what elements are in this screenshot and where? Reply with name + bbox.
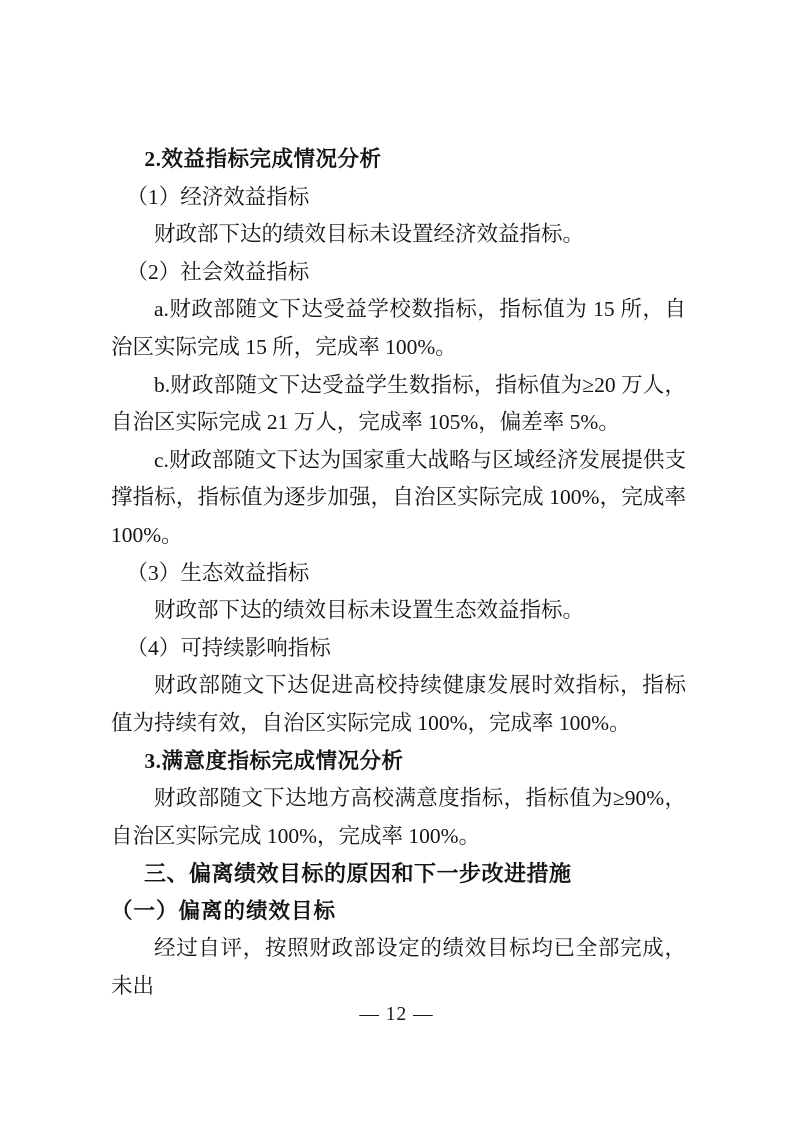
label-economic-benefit-indicator: （1）经济效益指标 bbox=[126, 184, 310, 209]
paragraph-economic-benefit: 财政部下达的绩效目标未设置经济效益指标。 bbox=[154, 222, 585, 247]
label-sustainable-impact-indicator: （4）可持续影响指标 bbox=[126, 635, 331, 660]
heading-deviation-and-improvement: 三、偏离绩效目标的原因和下一步改进措施 bbox=[144, 861, 572, 887]
paragraph-national-strategy: c.财政部随文下达为国家重大战略与区域经济发展提供支撑指标，指标值为逐步加强，自治区实际完成 100%，完成率 100%。 bbox=[111, 447, 686, 547]
document-body bbox=[111, 141, 686, 1006]
paragraph-sustainable-impact: 财政部随文下达促进高校持续健康发展时效指标，指标值为持续有效，自治区实际完成 100%，完成率 100%。 bbox=[111, 673, 686, 735]
label-ecological-benefit-indicator: （3）生态效益指标 bbox=[126, 560, 310, 585]
paragraph-ecological-benefit: 财政部下达的绩效目标未设置生态效益指标。 bbox=[154, 598, 585, 623]
label-social-benefit-indicator: （2）社会效益指标 bbox=[126, 259, 310, 284]
paragraph-benefit-students: b.财政部随文下达受益学生数指标，指标值为≥20 万人，自治区实际完成 21 万人，完成率 105%，偏差率 5%。 bbox=[111, 372, 686, 435]
paragraph-self-evaluation: 经过自评，按照财政部设定的绩效目标均已全部完成，未出 bbox=[111, 936, 686, 999]
heading-deviated-performance-goals: （一）偏离的绩效目标 bbox=[111, 898, 337, 923]
heading-satisfaction-analysis: 3.满意度指标完成情况分析 bbox=[144, 748, 404, 773]
paragraph-benefit-schools: a.财政部随文下达受益学校数指标，指标值为 15 所，自治区实际完成 15 所，完成率 100%。 bbox=[111, 297, 686, 359]
page-number: — 12 — bbox=[359, 1004, 434, 1025]
heading-benefit-indicator-analysis: 2.效益指标完成情况分析 bbox=[144, 147, 382, 171]
paragraph-satisfaction: 财政部随文下达地方高校满意度指标，指标值为≥90%，自治区实际完成 100%，完成率 100%。 bbox=[111, 786, 686, 848]
